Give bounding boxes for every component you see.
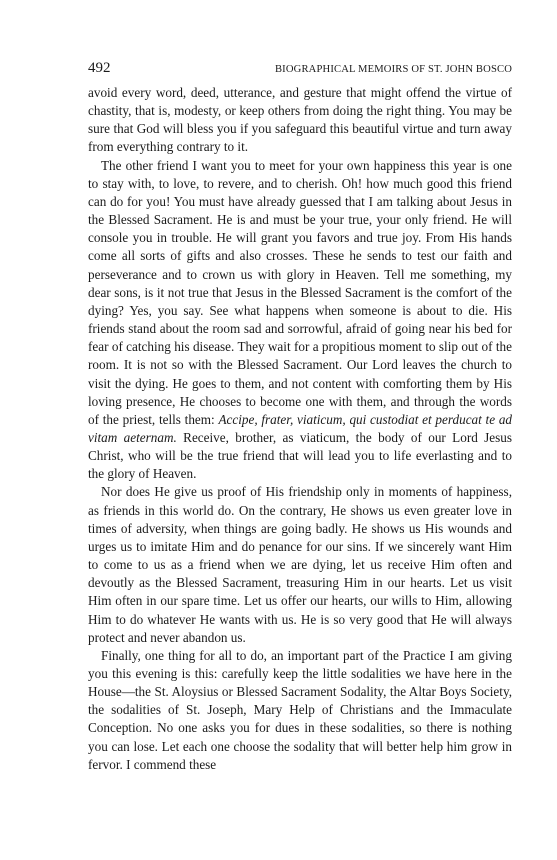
paragraph-friend-jesus xyxy=(88,157,512,484)
paragraph-friendship-adversity: Nor does He give us proof of His friendship only in moments of happiness, as friends in this world do. On the contrary, He shows us even greater love in times of adversity, when things are going badly. He shows us His wounds and urges us to imitate Him and do penance for our sins. If we sincerely want Him to come to us as a friend when we are dying, let us receive Him often and devoutly as the Blessed Sacrament, treasuring Him in our hearts. Let us visit Him often in our spare time. Let us offer our hearts, our wills to Him, allowing Him to do whatever He wants with us. He is so very good that He will always protect and never abandon us. xyxy=(88,484,512,645)
paragraph-text: The other friend I want you to meet for your own happiness this year is one to stay with, to love, to revere, and to cherish. Oh! how much good this friend can do for you! You must have already guessed that I am talking about Jesus in the Blessed Sacrament. He is and must be your true, your only friend. He will console you in trouble. He will grant you favors and true joy. From His hands come all sorts of gifts and also crosses. These he sends to test our faith and perseverance and to crown us with glory in Heaven. Tell me something, my dear sons, is it not true that Jesus in the Blessed Sacrament is the comfort of the dying? Yes, you say. See what happens when someone is about to die. His friends stand about the room sad and sorrowful, afraid of going near his bed for fear of catching his disease. They wait for a propitious moment to slip out of the room. It is not so with the Blessed Sacrament. Our Lord leaves the church to visit the dying. He goes to them, and not content with comforting them by His loving presence, He chooses to become one with them, and through the words of the priest, tells them: xyxy=(88,157,512,427)
paragraph-sodalities: Finally, one thing for all to do, an important part of the Practice I am giving you this evening is this: carefully keep the little sodalities we have here in the House—the St. Aloysius or Blessed Sacrament Sodality, the Altar Boys Society, the sodalities of St. Joseph, Mary Help of Christians and the Immaculate Conception. No one asks you for dues in these sodalities, so there is nothing you can lose. Let each one choose the sodality that will better help him grow in fervor. I commend these xyxy=(88,647,512,772)
running-head-title: BIOGRAPHICAL MEMOIRS OF ST. JOHN BOSCO xyxy=(274,64,512,75)
body-text xyxy=(88,84,512,774)
running-head xyxy=(88,60,512,82)
latin-viaticum-formula: Accipe, frater, viaticum, qui custodiat et perducat te ad vitam aeternam. xyxy=(88,411,513,445)
paragraph-continued: avoid every word, deed, utterance, and gesture that might offend the virtue of chastity, that is, modesty, or keep others from doing the right thing. You may be sure that God will bless you if you safeguard this beautiful virtue and turn away from everything contrary to it. xyxy=(88,85,512,155)
page-number: 492 xyxy=(88,60,111,76)
book-page xyxy=(88,60,512,774)
paragraph-text: Receive, brother, as viaticum, the body of our Lord Jesus Christ, who will be the true friend that will lead you to life everlasting and to the glory of Heaven. xyxy=(88,429,513,482)
